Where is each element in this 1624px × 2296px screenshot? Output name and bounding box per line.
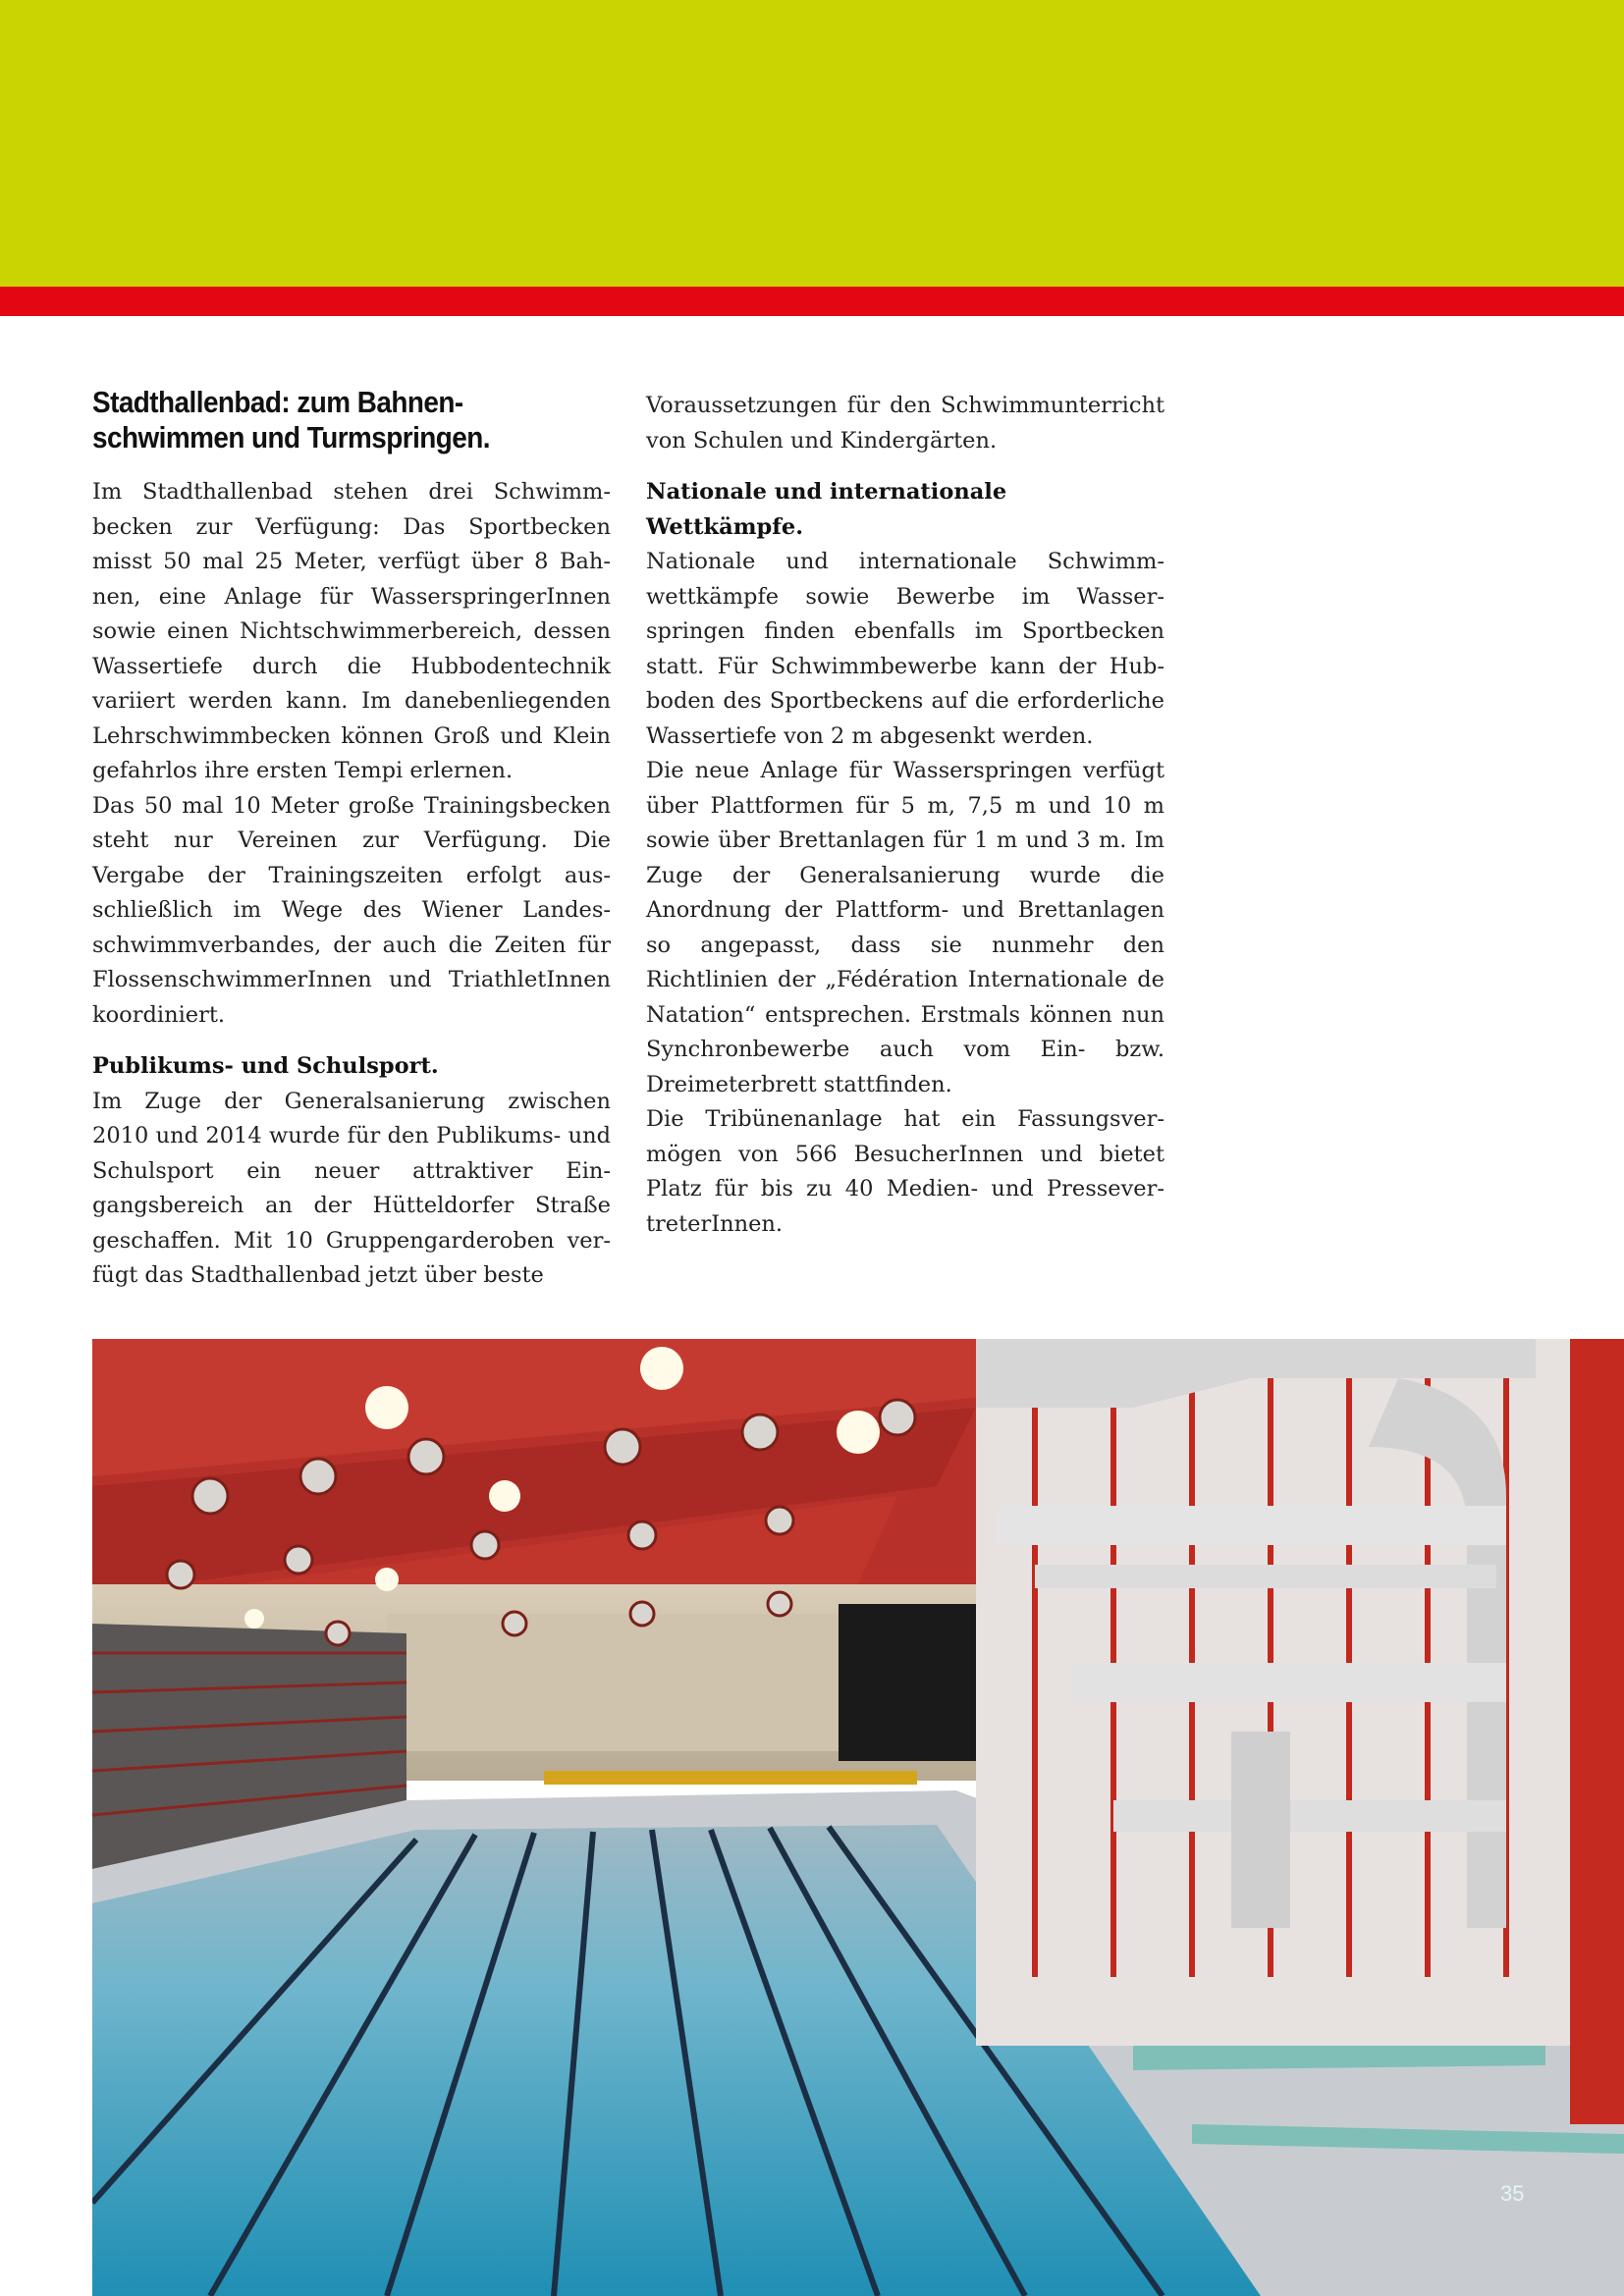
page-number: 35 xyxy=(1500,2181,1525,2206)
subheading-public-school: Publikums- und Schulsport. xyxy=(92,1053,439,1079)
paragraph-pools: Im Stadthallenbad stehen drei Schwimmbecken zur Verfügung: Das Sportbecken misst 50 mal 25 Meter, verfügt über 8 Bahnen, eine Anlage für WasserspringerInnen sowie einen Nichtschwimmerbereich, dessen Wassertiefe durch die Hubbodentechnik variiert werden kann. Im danebenliegenden Lehrschwimmbecken können Groß und Klein gefahrlos ihre ersten Tempi erlernen. xyxy=(92,479,611,783)
pool-photo xyxy=(92,1339,1624,2296)
article-heading xyxy=(92,385,614,455)
left-column xyxy=(92,385,611,1294)
paragraph-competitions: Nationale und internationale Schwimmwettkämpfe sowie Bewerbe im Wasserspringen finden ebenfalls im Sportbecken statt. Für Schwimmbewerbe kann der Hubboden des Sportbeckens auf die erforderliche Wassertiefe von 2 m abgesenkt werden. xyxy=(646,549,1164,749)
paragraph-diving: Die neue Anlage für Wasserspringen verfügt über Plattformen für 5 m, 7,5 m und 10 m sowie über Brettanlagen für 1 m und 3 m. Im Zuge der Generalsanierung wurde die Anordnung der Plattform- und Brettanlagen so angepasst, dass sie nunmehr den Richtlinien der „Fédération Internationale de Natation“ entsprechen. Erstmals können nun Synchronbewerbe auch vom Ein- bzw. Dreimeterbrett stattfinden. xyxy=(646,758,1164,1097)
subheading-competitions-line-1: Nationale und internationale xyxy=(646,479,1007,505)
paragraph-grandstand: Die Tribünenanlage hat ein Fassungsvermögen von 566 BesucherInnen und bietet Platz für bis zu 40 Medien- und PressevertreterInnen. xyxy=(646,1106,1164,1237)
header-green-band xyxy=(0,0,1624,287)
subheading-competitions xyxy=(646,475,1164,545)
paragraph-public-school: Im Zuge der Generalsanierung zwischen 2010 und 2014 wurde für den Publikums- und Schulsport ein neuer attraktiver Eingangsbereich an der Hütteldorfer Straße geschaffen. Mit 10 Gruppengarderoben verfügt das Stadthallenbad jetzt über beste xyxy=(92,1088,611,1288)
heading-line-1: Stadthallenbad: zum Bahnen- xyxy=(92,385,463,419)
heading-line-2: schwimmen und Turmspringen. xyxy=(92,420,490,454)
pool-photo-illustration xyxy=(92,1339,1624,2296)
right-column xyxy=(646,389,1164,1242)
paragraph-training-pool: Das 50 mal 10 Meter große Trainingsbecken steht nur Vereinen zur Verfügung. Die Vergabe der Trainingszeiten erfolgt ausschließlich im Wege des Wiener Landesschwimmverbandes, der auch die Zeiten für FlossenschwimmerInnen und TriathletInnen koordiniert. xyxy=(92,792,611,1028)
subheading-competitions-line-2: Wettkämpfe. xyxy=(646,513,804,540)
header-red-stripe xyxy=(0,287,1624,316)
paragraph-continuation: Voraussetzungen für den Schwimmunterricht von Schulen und Kindergärten. xyxy=(646,393,1164,454)
